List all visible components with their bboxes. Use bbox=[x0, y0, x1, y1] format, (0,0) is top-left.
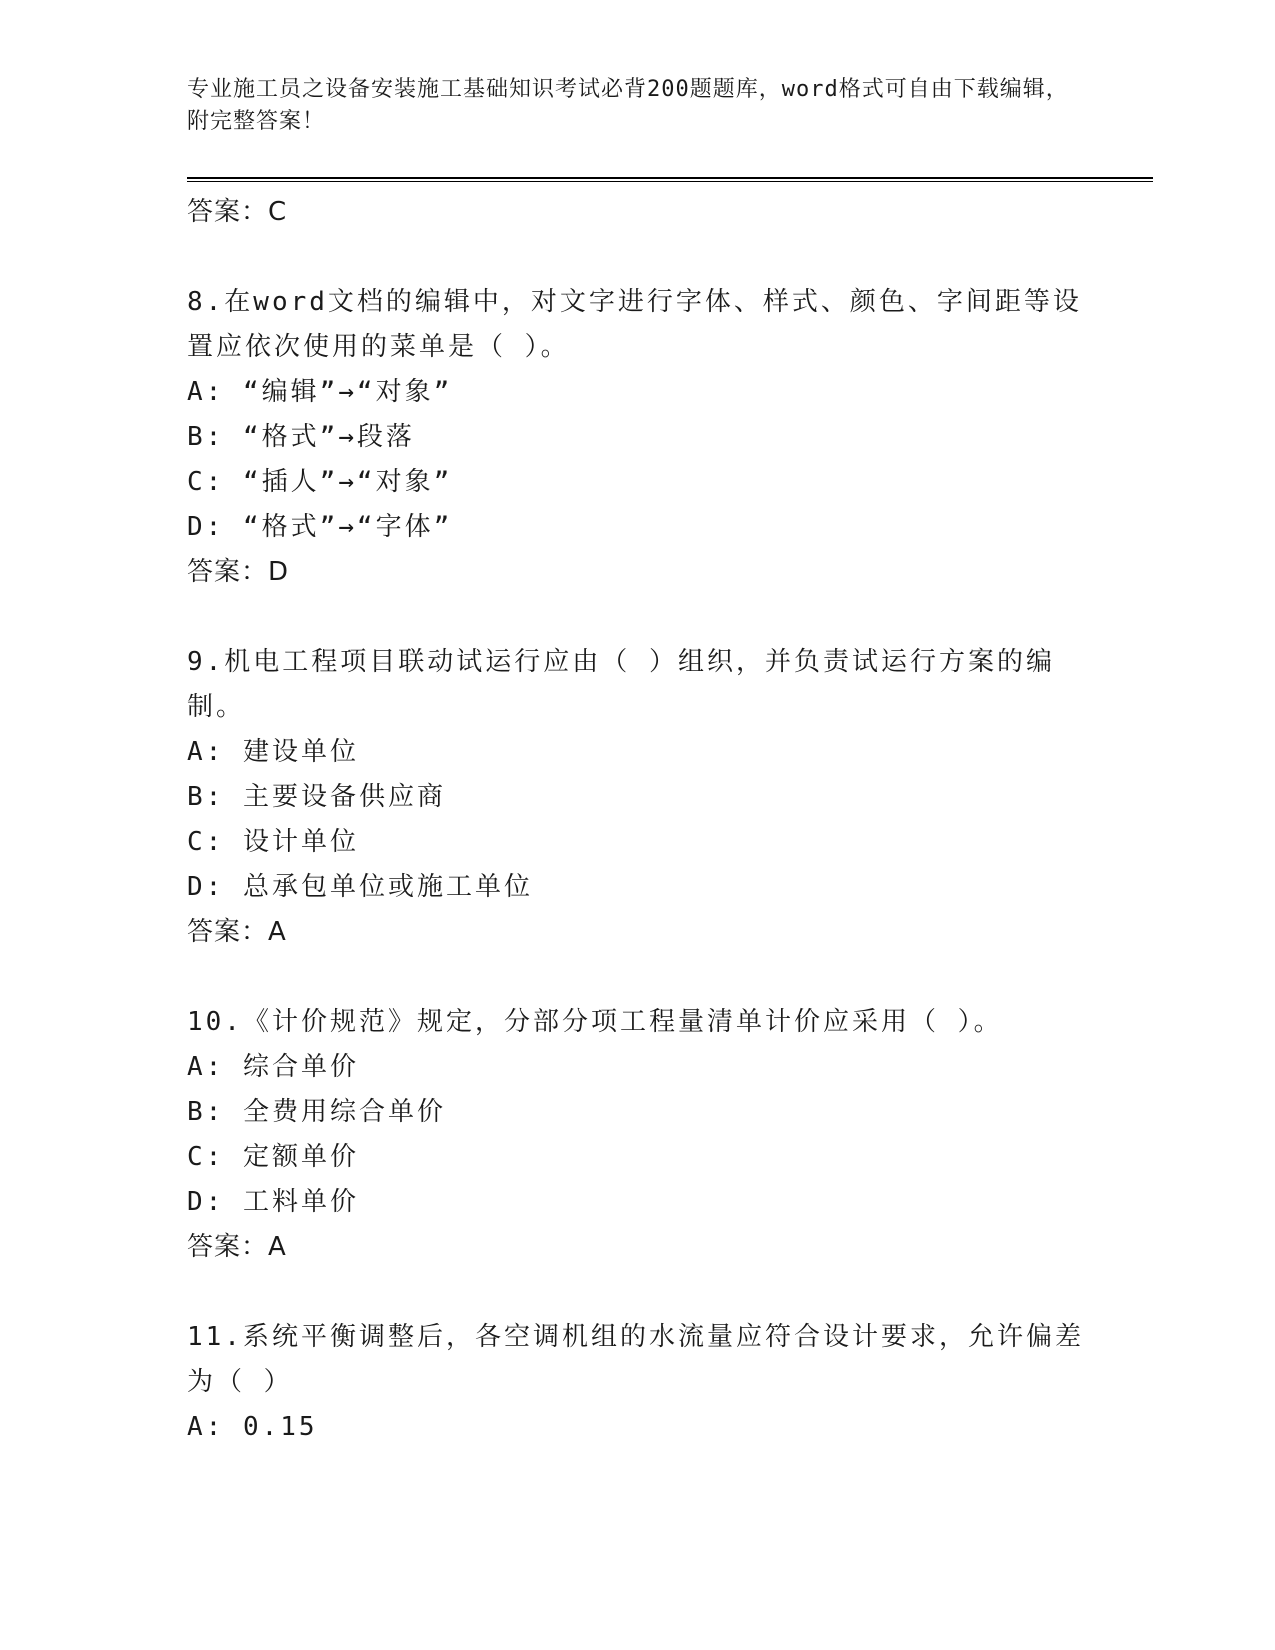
option-c: C: 设计单位 bbox=[187, 827, 359, 857]
question-text: 11.系统平衡调整后，各空调机组的水流量应符合设计要求，允许偏差为（ ） bbox=[187, 1322, 1084, 1397]
option-c: C: 定额单价 bbox=[187, 1142, 359, 1172]
question-list bbox=[187, 190, 1087, 1450]
option-a: A: 综合单价 bbox=[187, 1052, 359, 1082]
option-b: B: 主要设备供应商 bbox=[187, 782, 446, 812]
question-block bbox=[187, 280, 1087, 594]
header-rule-thick bbox=[187, 177, 1153, 179]
question-text: 8.在word文档的编辑中，对文字进行字体、样式、颜色、字间距等设置应依次使用的菜单是（ ）。 bbox=[187, 287, 1082, 362]
question-text: 10.《计价规范》规定，分部分项工程量清单计价应采用（ ）。 bbox=[187, 1007, 1003, 1037]
option-c: C: “插人”→“对象” bbox=[187, 467, 453, 497]
option-d: D: “格式”→“字体” bbox=[187, 512, 453, 542]
answer-line: 答案：D bbox=[187, 557, 290, 587]
question-block bbox=[187, 1000, 1087, 1269]
option-b: B: 全费用综合单价 bbox=[187, 1097, 446, 1127]
option-a: A: “编辑”→“对象” bbox=[187, 377, 453, 407]
answer-line: 答案：A bbox=[187, 1232, 287, 1262]
answer-line: 答案：A bbox=[187, 917, 287, 947]
question-block bbox=[187, 1315, 1087, 1450]
option-b: B: “格式”→段落 bbox=[187, 422, 415, 452]
question-block bbox=[187, 640, 1087, 954]
option-a: A: 0.15 bbox=[187, 1412, 318, 1442]
option-d: D: 总承包单位或施工单位 bbox=[187, 872, 533, 902]
header-rule-thin bbox=[187, 181, 1153, 182]
document-header: 专业施工员之设备安装施工基础知识考试必背200题题库，word格式可自由下载编辑，附完整答案！ bbox=[187, 77, 1069, 134]
question-text: 9.机电工程项目联动试运行应由（ ）组织，并负责试运行方案的编制。 bbox=[187, 647, 1055, 722]
option-d: D: 工料单价 bbox=[187, 1187, 359, 1217]
option-a: A: 建设单位 bbox=[187, 737, 359, 767]
answer-line: 答案：C bbox=[187, 197, 288, 227]
